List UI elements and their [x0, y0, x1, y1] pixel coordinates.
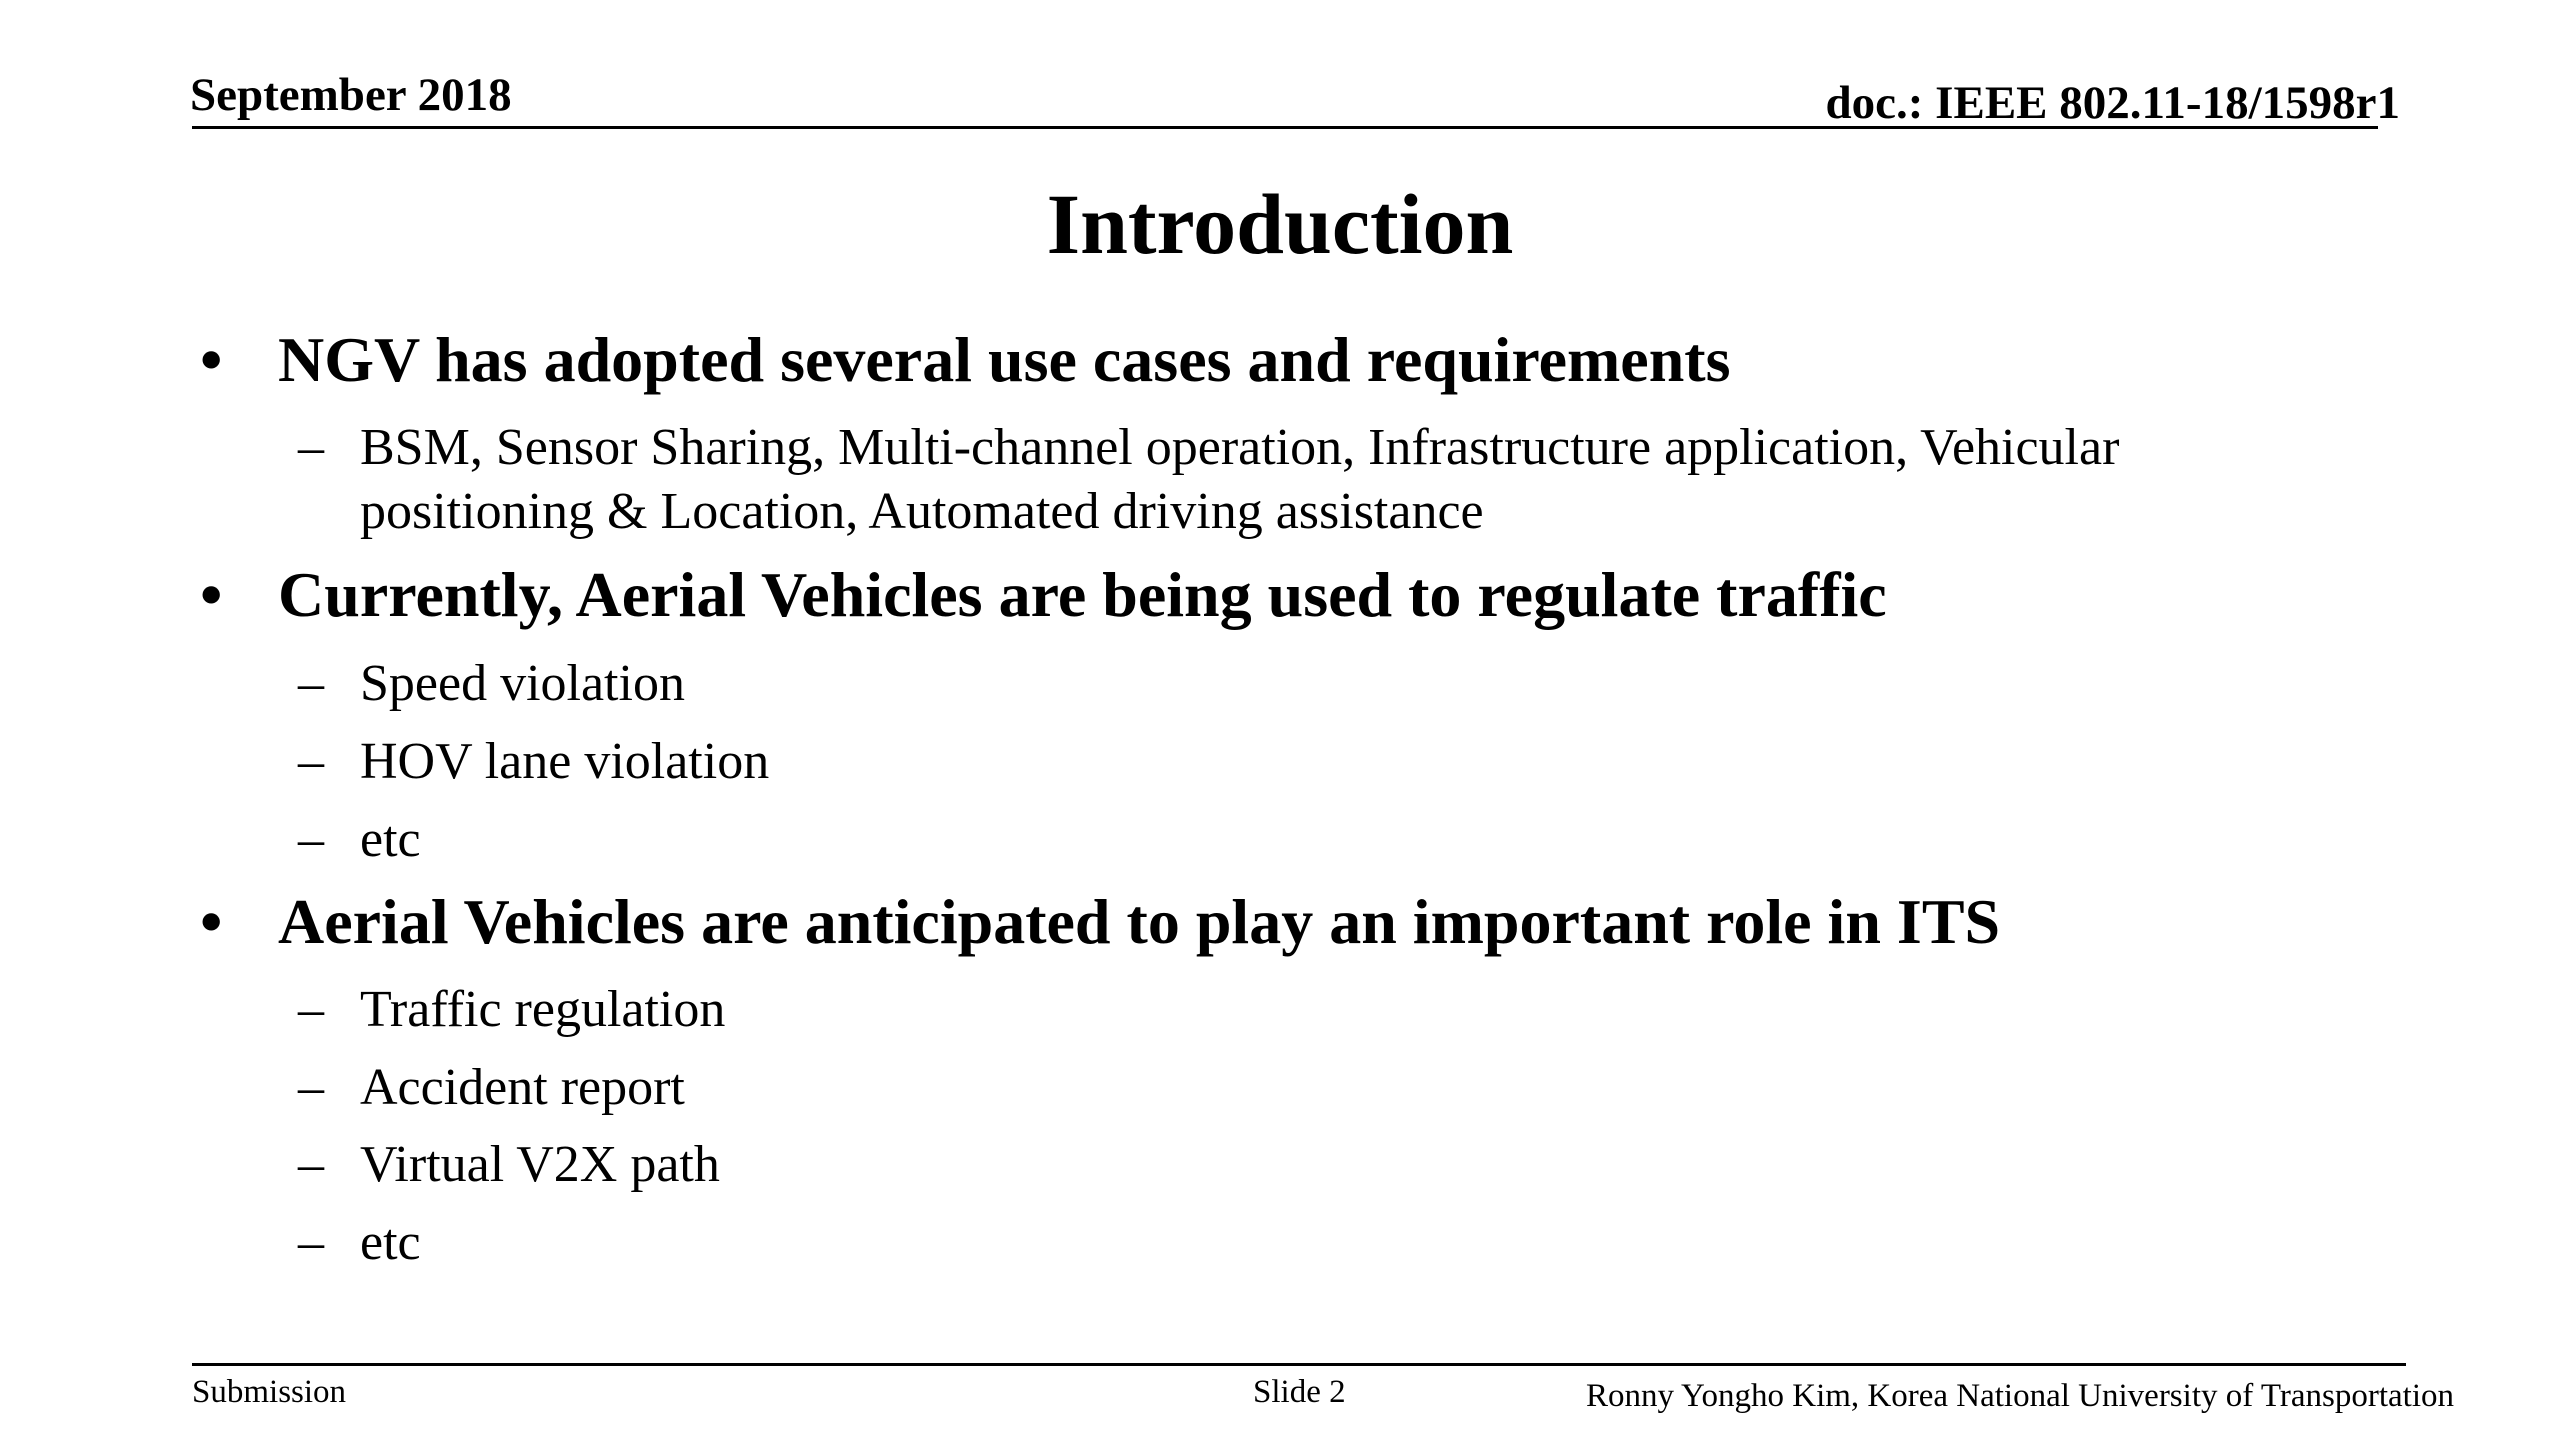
- dash-marker: –: [298, 981, 324, 1038]
- dash-marker: –: [298, 655, 324, 712]
- dash-marker: –: [298, 1059, 324, 1116]
- sub-item-text: BSM, Sensor Sharing, Multi-channel operation, Infrastructure application, Vehicular: [360, 419, 2120, 476]
- dash-marker: –: [298, 419, 324, 476]
- bullet-text: NGV has adopted several use cases and requirements: [278, 324, 1731, 395]
- bullet-text: Aerial Vehicles are anticipated to play an important role in ITS: [278, 886, 2001, 957]
- bullet-marker: •: [200, 559, 223, 630]
- bullet-marker: •: [200, 324, 223, 395]
- sub-item-text: positioning & Location, Automated driving assistance: [360, 483, 1484, 540]
- slide-title: Introduction: [1046, 176, 1514, 272]
- footer-rule: [192, 1363, 2406, 1366]
- header-date: September 2018: [190, 69, 512, 121]
- sub-item-text: Speed violation: [360, 655, 685, 712]
- footer-submission: Submission: [192, 1374, 347, 1410]
- sub-item-text: HOV lane violation: [360, 733, 770, 790]
- dash-marker: –: [298, 733, 324, 790]
- dash-marker: –: [298, 811, 324, 868]
- dash-marker: –: [298, 1214, 324, 1271]
- sub-item-text: etc: [360, 1214, 421, 1271]
- sub-item-text: etc: [360, 811, 421, 868]
- bullet-marker: •: [200, 886, 223, 957]
- footer-author: Ronny Yongho Kim, Korea National University of Transportation: [1585, 1378, 2454, 1414]
- footer-slide-number: Slide 2: [1253, 1374, 1346, 1410]
- bullet-text: Currently, Aerial Vehicles are being used to regulate traffic: [278, 559, 1887, 630]
- header-rule: [192, 126, 2378, 129]
- sub-item-text: Accident report: [360, 1059, 685, 1116]
- sub-item-text: Traffic regulation: [360, 981, 726, 1038]
- dash-marker: –: [298, 1136, 324, 1193]
- header-doc-id: doc.: IEEE 802.11-18/1598r1: [1825, 77, 2400, 129]
- sub-item-text: Virtual V2X path: [360, 1136, 720, 1193]
